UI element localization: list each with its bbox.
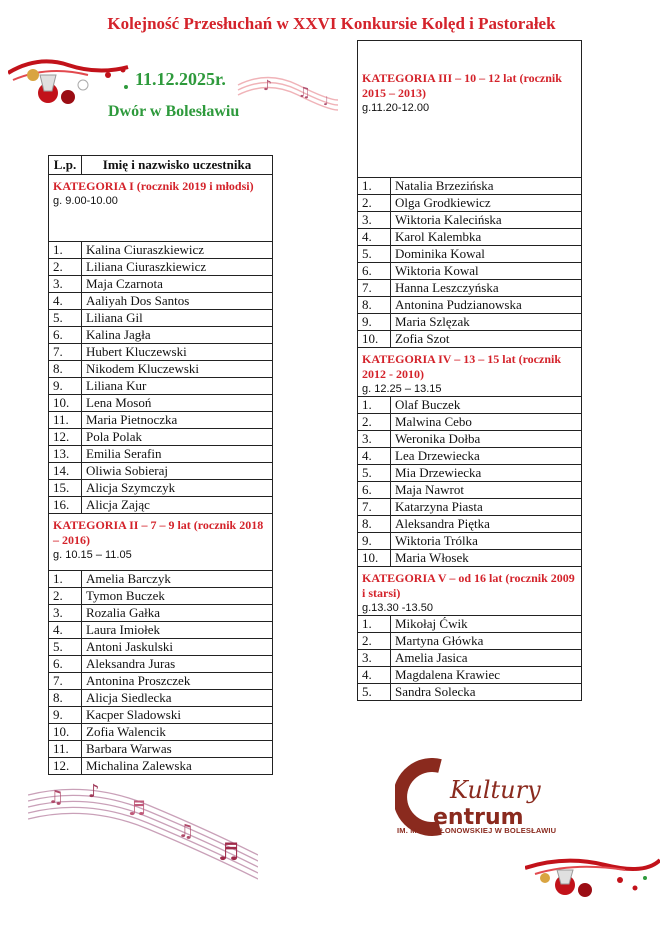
table-row	[49, 622, 273, 639]
category-time: g. 12.25 – 13.15	[362, 383, 442, 395]
row-number: 9.	[358, 314, 391, 331]
table-row	[49, 429, 273, 446]
participant-name: Laura Imiołek	[82, 622, 273, 639]
participant-name: Maria Szlęzak	[391, 314, 582, 331]
table-row	[358, 414, 582, 431]
row-number: 8.	[49, 690, 82, 707]
participant-name: Malwina Cebo	[391, 414, 582, 431]
participant-name: Barbara Warwas	[82, 741, 273, 758]
participant-name: Hubert Kluczewski	[82, 344, 273, 361]
participant-name: Weronika Dołba	[391, 431, 582, 448]
table-row	[49, 571, 273, 588]
category-time: g.11.20-12.00	[362, 102, 430, 114]
svg-text:♪: ♪	[88, 781, 100, 802]
table-row	[358, 212, 582, 229]
table-row	[49, 310, 273, 327]
christmas-decoration-top-left	[8, 45, 338, 135]
participant-name: Kacper Sladowski	[82, 707, 273, 724]
row-number: 7.	[49, 673, 82, 690]
participant-name: Olaf Buczek	[391, 397, 582, 414]
row-number: 9.	[49, 378, 82, 395]
category-row	[49, 175, 273, 242]
table-header-row	[49, 156, 273, 175]
svg-text:♫: ♫	[178, 821, 195, 842]
row-number: 11.	[49, 741, 82, 758]
participant-name: Dominika Kowal	[391, 246, 582, 263]
participant-name: Tymon Buczek	[82, 588, 273, 605]
participant-name: Rozalia Gałka	[82, 605, 273, 622]
participant-name: Maria Włosek	[391, 550, 582, 567]
table-row	[49, 293, 273, 310]
table-row	[358, 246, 582, 263]
table-row	[49, 588, 273, 605]
svg-text:♫: ♫	[298, 85, 311, 101]
event-date: 11.12.2025r.	[135, 69, 226, 89]
participant-name: Amelia Jasica	[391, 650, 582, 667]
table-row	[358, 633, 582, 650]
row-number: 4.	[49, 622, 82, 639]
row-number: 5.	[49, 639, 82, 656]
participant-name: Wiktoria Kowal	[391, 263, 582, 280]
table-row	[358, 533, 582, 550]
table-row	[49, 639, 273, 656]
participant-name: Zofia Walencik	[82, 724, 273, 741]
row-number: 12.	[49, 429, 82, 446]
row-number: 2.	[358, 195, 391, 212]
table-row	[358, 280, 582, 297]
category-time: g. 10.15 – 11.05	[53, 549, 132, 561]
logo-subtitle: IM. MARII PŁONOWSKIEJ W BOLESŁAWIU	[397, 826, 557, 835]
participant-name: Alicja Zając	[82, 497, 273, 514]
row-number: 3.	[49, 605, 82, 622]
row-number: 2.	[49, 259, 82, 276]
participant-name: Olga Grodkiewicz	[391, 195, 582, 212]
row-number: 8.	[358, 516, 391, 533]
table-row	[358, 314, 582, 331]
participant-name: Hanna Leszczyńska	[391, 280, 582, 297]
participant-name: Karol Kalembka	[391, 229, 582, 246]
table-row	[358, 684, 582, 701]
category-label: KATEGORIA III – 10 – 12 lat (rocznik 2015 – 2013)	[362, 71, 562, 100]
category-label: KATEGORIA II – 7 – 9 lat (rocznik 2018 – 2016)	[53, 518, 264, 547]
row-number: 7.	[358, 280, 391, 297]
participant-name: Mia Drzewiecka	[391, 465, 582, 482]
participant-name: Magdalena Krawiec	[391, 667, 582, 684]
table-row	[49, 463, 273, 480]
table-row	[358, 465, 582, 482]
table-row	[358, 297, 582, 314]
svg-text:♪: ♪	[263, 78, 272, 94]
participant-name: Alicja Szymczyk	[82, 480, 273, 497]
table-row	[49, 344, 273, 361]
participant-name: Nikodem Kluczewski	[82, 361, 273, 378]
row-number: 16.	[49, 497, 82, 514]
svg-text:Kultury: Kultury	[450, 776, 541, 804]
row-number: 15.	[49, 480, 82, 497]
participant-name: Antoni Jaskulski	[82, 639, 273, 656]
table-row	[358, 397, 582, 414]
christmas-decoration-bottom-right	[525, 850, 660, 910]
participant-name: Maja Czarnota	[82, 276, 273, 293]
participant-name: Wiktoria Trólka	[391, 533, 582, 550]
row-number: 6.	[358, 482, 391, 499]
row-number: 14.	[49, 463, 82, 480]
row-number: 4.	[358, 667, 391, 684]
participant-name: Kalina Ciuraszkiewicz	[82, 242, 273, 259]
row-number: 6.	[49, 656, 82, 673]
row-number: 2.	[358, 633, 391, 650]
row-number: 1.	[358, 178, 391, 195]
document-title: Kolejność Przesłuchań w XXVI Konkursie Kolęd i Pastorałek	[107, 14, 556, 33]
table-row	[49, 242, 273, 259]
row-number: 8.	[49, 361, 82, 378]
right-schedule-table	[357, 40, 582, 701]
participant-name: Antonina Proszczek	[82, 673, 273, 690]
row-number: 4.	[49, 293, 82, 310]
row-number: 8.	[358, 297, 391, 314]
participant-name: Michalina Zalewska	[82, 758, 273, 775]
table-row	[49, 480, 273, 497]
svg-text:♩: ♩	[323, 94, 329, 108]
row-number: 7.	[49, 344, 82, 361]
participant-name: Mikołaj Ćwik	[391, 616, 582, 633]
row-number: 5.	[358, 465, 391, 482]
table-row	[49, 605, 273, 622]
table-row	[358, 178, 582, 195]
table-row	[358, 331, 582, 348]
row-number: 6.	[49, 327, 82, 344]
participant-name: Wiktoria Kalecińska	[391, 212, 582, 229]
participant-name: Maja Nawrot	[391, 482, 582, 499]
col-lp-header: L.p.	[49, 156, 82, 175]
table-row	[358, 195, 582, 212]
table-row	[49, 446, 273, 463]
row-number: 5.	[358, 246, 391, 263]
participant-name: Pola Polak	[82, 429, 273, 446]
category-label: KATEGORIA I (rocznik 2019 i młodsi)	[53, 179, 254, 193]
row-number: 3.	[358, 212, 391, 229]
participant-name: Liliana Gil	[82, 310, 273, 327]
row-number: 9.	[49, 707, 82, 724]
table-row	[358, 263, 582, 280]
event-place: Dwór w Bolesławiu	[108, 103, 240, 120]
participant-name: Alicja Siedlecka	[82, 690, 273, 707]
participant-name: Natalia Brzezińska	[391, 178, 582, 195]
row-number: 4.	[358, 448, 391, 465]
table-row	[49, 361, 273, 378]
table-row	[358, 448, 582, 465]
participant-name: Aleksandra Piętka	[391, 516, 582, 533]
table-row	[358, 667, 582, 684]
table-row	[49, 707, 273, 724]
table-row	[49, 497, 273, 514]
row-number: 10.	[358, 331, 391, 348]
participant-name: Lea Drzewiecka	[391, 448, 582, 465]
row-number: 3.	[49, 276, 82, 293]
row-number: 10.	[49, 395, 82, 412]
svg-text:♬: ♬	[128, 796, 146, 820]
row-number: 13.	[49, 446, 82, 463]
table-row	[49, 656, 273, 673]
row-number: 4.	[358, 229, 391, 246]
row-number: 1.	[358, 616, 391, 633]
participant-name: Oliwia Sobieraj	[82, 463, 273, 480]
participant-name: Martyna Główka	[391, 633, 582, 650]
participant-name: Aaliyah Dos Santos	[82, 293, 273, 310]
table-row	[358, 616, 582, 633]
participant-name: Liliana Kur	[82, 378, 273, 395]
category-row	[358, 567, 582, 616]
participant-name: Amelia Barczyk	[82, 571, 273, 588]
row-number: 11.	[49, 412, 82, 429]
participant-name: Liliana Ciuraszkiewicz	[82, 259, 273, 276]
table-row	[49, 724, 273, 741]
table-row	[49, 327, 273, 344]
table-row	[49, 690, 273, 707]
row-number: 3.	[358, 650, 391, 667]
table-row	[358, 650, 582, 667]
row-number: 3.	[358, 431, 391, 448]
row-number: 7.	[358, 499, 391, 516]
svg-text:♬: ♬	[218, 838, 240, 866]
row-number: 2.	[49, 588, 82, 605]
row-number: 5.	[49, 310, 82, 327]
row-number: 1.	[49, 571, 82, 588]
left-schedule-table	[48, 155, 273, 775]
table-row	[358, 550, 582, 567]
table-row	[49, 378, 273, 395]
table-row	[49, 758, 273, 775]
row-number: 12.	[49, 758, 82, 775]
table-row	[49, 276, 273, 293]
col-name-header: Imię i nazwisko uczestnika	[82, 156, 273, 175]
table-row	[358, 229, 582, 246]
category-row	[358, 348, 582, 397]
participant-name: Zofia Szot	[391, 331, 582, 348]
table-row	[49, 412, 273, 429]
music-notes-decoration	[28, 775, 258, 895]
row-number: 5.	[358, 684, 391, 701]
category-label: KATEGORIA IV – 13 – 15 lat (rocznik 2012 - 2010)	[362, 352, 562, 381]
participant-name: Lena Mosoń	[82, 395, 273, 412]
row-number: 9.	[358, 533, 391, 550]
table-row	[49, 395, 273, 412]
table-row	[358, 482, 582, 499]
table-row	[49, 741, 273, 758]
row-number: 10.	[358, 550, 391, 567]
table-row	[358, 499, 582, 516]
table-row	[358, 516, 582, 533]
table-row	[49, 673, 273, 690]
row-number: 1.	[49, 242, 82, 259]
participant-name: Kalina Jagła	[82, 327, 273, 344]
category-row	[358, 41, 582, 178]
table-row	[358, 431, 582, 448]
category-time: g. 9.00-10.00	[53, 195, 118, 207]
category-label: KATEGORIA V – od 16 lat (rocznik 2009 i starsi)	[362, 571, 575, 600]
svg-text:♫: ♫	[48, 787, 65, 808]
row-number: 10.	[49, 724, 82, 741]
row-number: 1.	[358, 397, 391, 414]
svg-text:entrum: entrum	[433, 805, 524, 830]
participant-name: Antonina Pudzianowska	[391, 297, 582, 314]
category-time: g.13.30 -13.50	[362, 602, 433, 614]
participant-name: Katarzyna Piasta	[391, 499, 582, 516]
row-number: 2.	[358, 414, 391, 431]
participant-name: Aleksandra Juras	[82, 656, 273, 673]
category-row	[49, 514, 273, 571]
table-row	[49, 259, 273, 276]
row-number: 6.	[358, 263, 391, 280]
participant-name: Emilia Serafin	[82, 446, 273, 463]
participant-name: Maria Pietnoczka	[82, 412, 273, 429]
participant-name: Sandra Solecka	[391, 684, 582, 701]
